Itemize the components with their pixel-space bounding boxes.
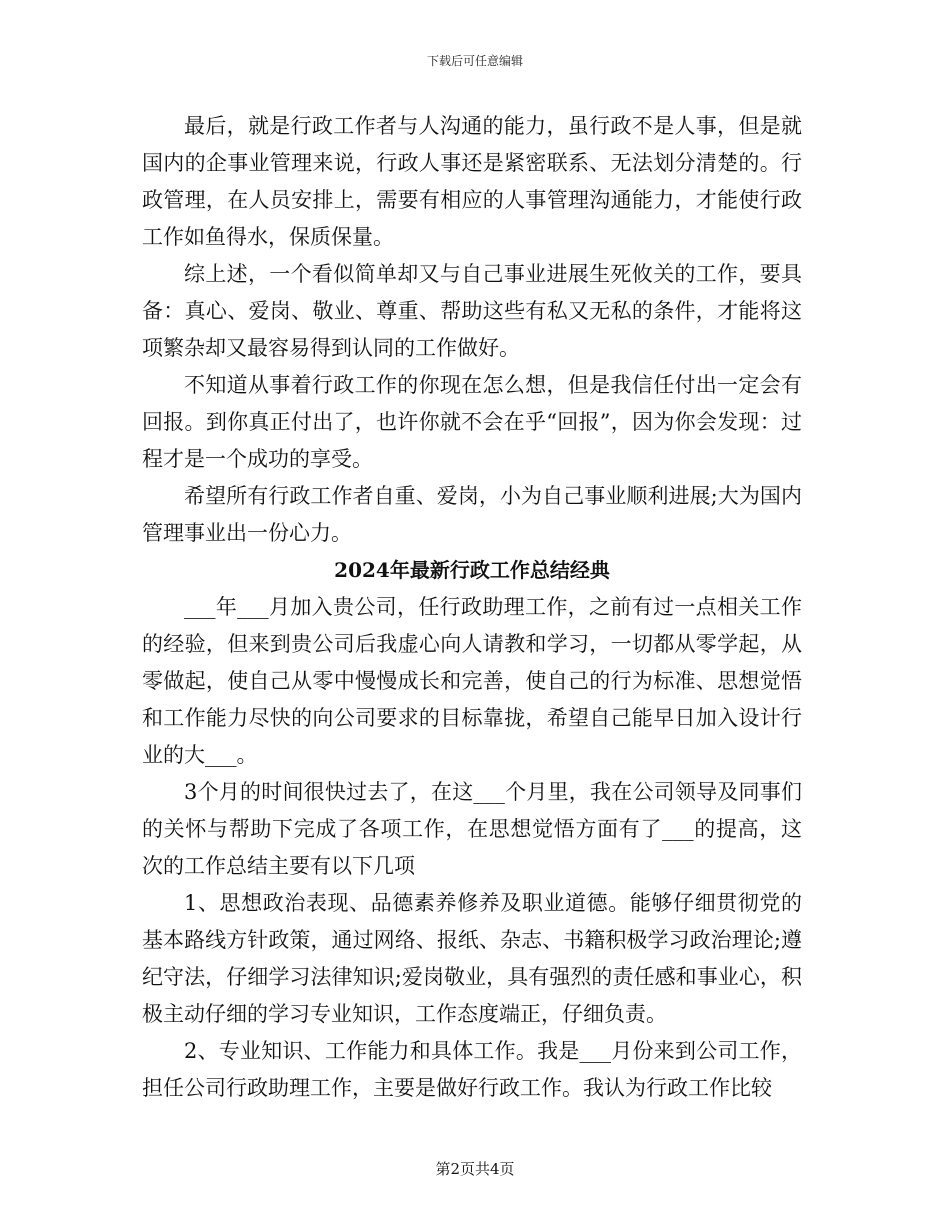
paragraph-item-1: 1、思想政治表现、品德素养修养及职业道德。能够仔细贯彻党的基本路线方针政策，通过网络、报纸、杂志、书籍积极学习政治理论;遵纪守法，仔细学习法律知识;爱岗敬业，具有强烈的责任感和事业心，积极主动仔细的学习专业知识，工作态度端正，仔细负责。 xyxy=(142,891,802,1026)
paragraph-joined: ___年___月加入贵公司，任行政助理工作，之前有过一点相关工作的经验，但来到贵公司后我虚心向人请教和学习，一切都从零学起，从零做起，使自己从零中慢慢成长和完善，使自己的行为标准、思想觉悟和工作能力尽快的向公司要求的目标靠拢，希望自己能早日加入设计行业的大___。 xyxy=(142,595,802,767)
paragraph-item-2: 2、专业知识、工作能力和具体工作。我是___月份来到公司工作，担任公司行政助理工作，主要是做好行政工作。我认为行政工作比较 xyxy=(142,1039,802,1100)
paragraph-summary: 综上述，一个看似简单却又与自己事业进展生死攸关的工作，要具备：真心、爱岗、敬业、尊重、帮助这些有私又无私的条件，才能将这项繁杂却又最容易得到认同的工作做好。 xyxy=(142,262,802,360)
page-header: 下载后可任意编辑 xyxy=(426,54,523,68)
page-footer: 第2页共4页 xyxy=(435,1160,515,1178)
document-body xyxy=(142,108,802,1107)
paragraph-reward: 不知道从事着行政工作的你现在怎么想，但是我信任付出一定会有回报。到你真正付出了，也许你就不会在乎“回报”，因为你会发现：过程才是一个成功的享受。 xyxy=(142,373,802,471)
paragraph-hope: 希望所有行政工作者自重、爱岗，小为自己事业顺利进展;大为国内管理事业出一份心力。 xyxy=(142,484,802,545)
paragraph-communication: 最后，就是行政工作者与人沟通的能力，虽行政不是人事，但是就国内的企事业管理来说，行政人事还是紧密联系、无法划分清楚的。行政管理，在人员安排上，需要有相应的人事管理沟通能力，才能使行政工作如鱼得水，保质保量。 xyxy=(142,114,802,249)
section-title: 2024年最新行政工作总结经典 xyxy=(334,558,610,582)
paragraph-three-months: 3个月的时间很快过去了，在这___个月里，我在公司领导及同事们的关怀与帮助下完成了各项工作，在思想觉悟方面有了___的提高，这次的工作总结主要有以下几项 xyxy=(142,780,802,878)
